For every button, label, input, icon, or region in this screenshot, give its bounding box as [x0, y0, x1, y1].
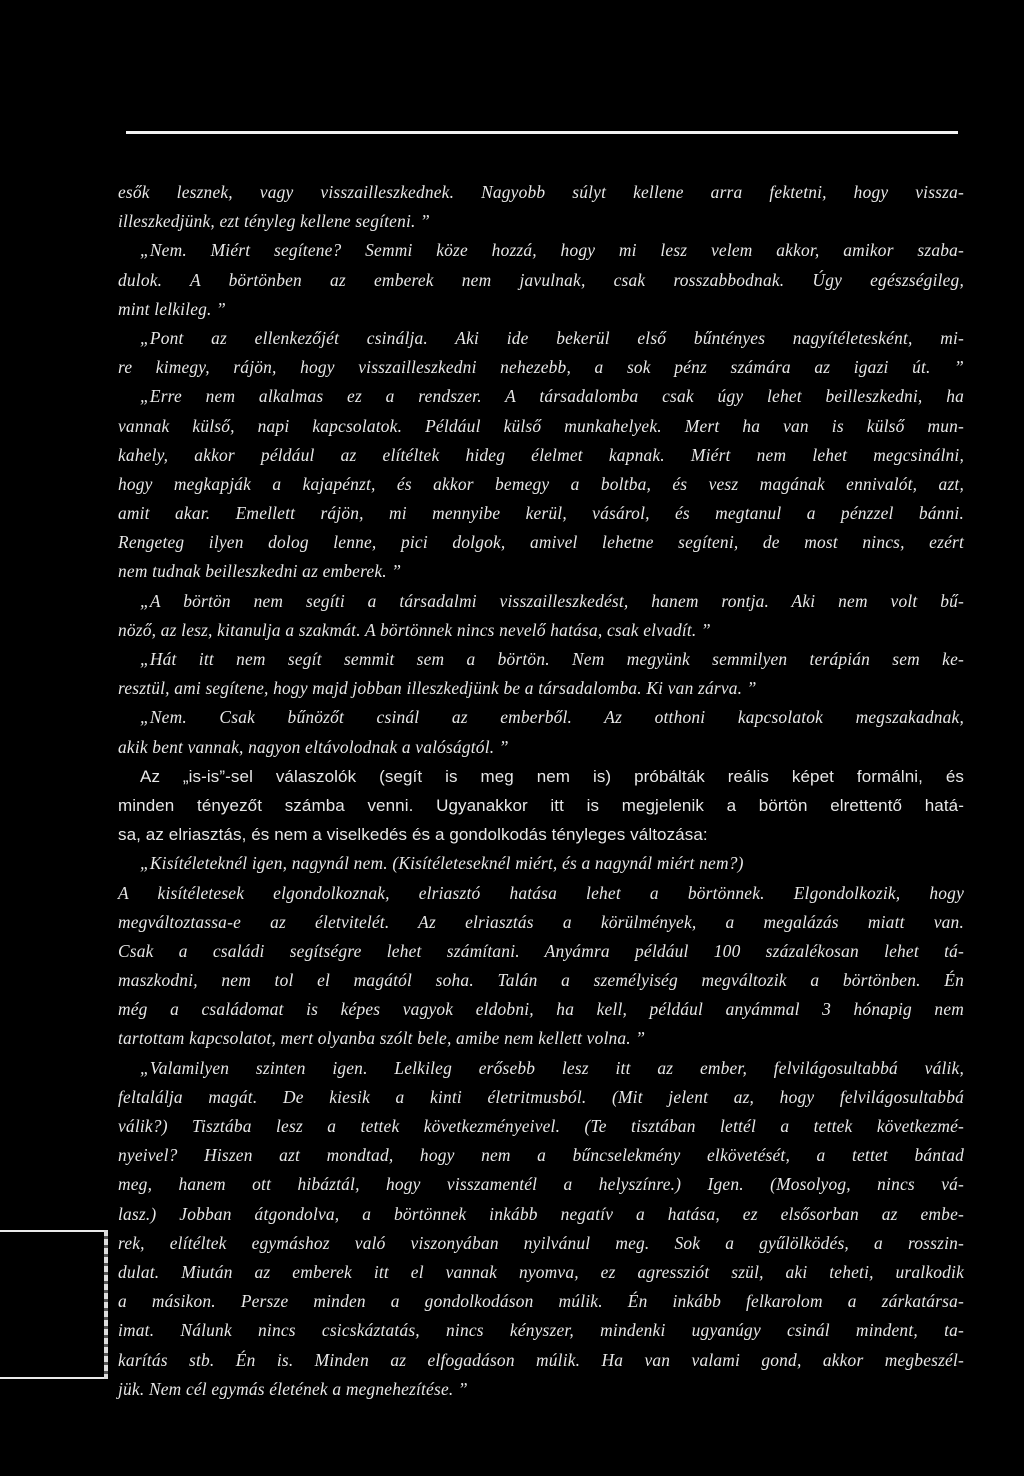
- text-line: Az „is-is”-sel válaszolók (segít is meg nem is) próbálták reális képet formálni, és: [140, 766, 964, 786]
- text-line: nöző, az lesz, kitanulja a szakmát. A börtönnek nincs nevelő hatása, csak elvadít. ”: [118, 619, 711, 640]
- text-line: amit akar. Emellett rájön, mi mennyibe kerül, vásárol, és megtanul a pénzzel bánni.: [118, 503, 964, 524]
- text-line: imat. Nálunk nincs csicskáztatás, nincs kényszer, mindenki ugyanúgy csinál mindent, ta-: [118, 1320, 964, 1341]
- text-line: vannak külső, napi kapcsolatok. Például külső munkahelyek. Mert ha van is külső mun-: [118, 415, 964, 436]
- top-rule: [126, 131, 958, 134]
- text-line: nem tudnak beilleszkedni az emberek. ”: [118, 561, 402, 582]
- text-line: sa, az elriasztás, és nem a viselkedés és a gondolkodás tényleges változása:: [118, 825, 708, 845]
- text-line: maszkodni, nem tol el magától soha. Talán a személyiség megváltozik a börtönben. Én: [118, 970, 964, 991]
- text-line: „A börtön nem segíti a társadalmi visszailleszkedést, hanem rontja. Aki nem volt bű-: [140, 590, 964, 611]
- text-line: akik bent vannak, nagyon eltávolodnak a valóságtól. ”: [118, 736, 509, 757]
- text-line: „Kisítéleteknél igen, nagynál nem. (Kisítéleteseknél miért, és a nagynál miért nem?): [140, 853, 744, 874]
- text-line: válik?) Tisztába lesz a tettek következményeivel. (Te tisztában lettél a tettek következmé-: [118, 1116, 964, 1136]
- text-line: minden tényezőt számba venni. Ugyanakkor itt is megjelenik a börtön elrettentő hatá-: [118, 795, 964, 815]
- text-line: kahely, akkor például az elítéltek hideg élelmet kapnak. Miért nem lehet megcsinálni,: [118, 444, 964, 465]
- text-line: Csak a családi segítségre lehet számítani. Anyámra például 100 százalékosan lehet tá-: [118, 940, 964, 961]
- text-line: „Nem. Csak bűnözőt csinál az emberből. Az otthoni kapcsolatok megszakadnak,: [140, 707, 964, 728]
- text-line: Rengeteg ilyen dolog lenne, pici dolgok, amivel lehetne segíteni, de most nincs, ezért: [118, 532, 964, 553]
- text-line: „Hát itt nem segít semmit sem a börtön. Nem megyünk semmilyen terápián sem ke-: [140, 649, 964, 669]
- text-line: hogy megkapják a kajapénzt, és akkor bemegy a boltba, és vesz magának ennivalót, azt,: [118, 473, 964, 494]
- bracket-bottom-line: [0, 1377, 104, 1379]
- bracket-vertical-bar: [104, 1230, 108, 1379]
- text-line: „Pont az ellenkezőjét csinálja. Aki ide bekerül első bűntényes nagyítéletesként, mi-: [140, 327, 964, 348]
- text-line: karítás stb. Én is. Minden az elfogadáson múlik. Ha van valami gond, akkor megbeszél-: [118, 1349, 964, 1370]
- text-line: A kisítéletesek elgondolkoznak, elriasztó hatása lehet a börtönnek. Elgondolkozik, hogy: [118, 882, 964, 903]
- text-line: tartottam kapcsolatot, mert olyanba szólt bele, amibe nem kellett volna. ”: [118, 1028, 646, 1049]
- text-line: mint lelkileg. ”: [118, 298, 227, 319]
- text-line: meg, hanem ott hibáztál, hogy visszamentél a helyszínre.) Igen. (Mosolyog, nincs vá-: [118, 1174, 964, 1195]
- text-line: még a családomat is képes vagyok eldobni, ha kell, például anyámmal 3 hónapig nem: [118, 999, 964, 1020]
- text-line: „Valamilyen szinten igen. Lelkileg erősebb lesz itt az ember, felvilágosultabbá válik,: [140, 1057, 964, 1078]
- margin-bracket: [0, 1230, 112, 1380]
- text-line: illeszkedjünk, ezt tényleg kellene segíteni. ”: [118, 211, 430, 232]
- text-line: megváltoztassa-e az életvitelét. Az elriasztás a körülmények, a megalázás miatt van.: [118, 911, 964, 932]
- text-line: resztül, ami segítene, hogy majd jobban illeszkedjünk be a társadalomba. Ki van zárva. ”: [118, 678, 757, 699]
- text-line: nyeivel? Hiszen azt mondtad, hogy nem a bűncselekmény elkövetését, a tettet bántad: [118, 1145, 964, 1166]
- text-line: „Nem. Miért segítene? Semmi köze hozzá, hogy mi lesz velem akkor, amikor szaba-: [140, 240, 964, 261]
- text-line: re kimegy, rájön, hogy visszailleszkedni nehezebb, a sok pénz számára az igazi út. ”: [118, 357, 964, 378]
- text-line: „Erre nem alkalmas ez a rendszer. A társadalomba csak úgy lehet beilleszkedni, ha: [140, 386, 964, 407]
- text-line: jük. Nem cél egymás életének a megnehezítése. ”: [118, 1378, 468, 1399]
- bracket-top-line: [0, 1230, 104, 1232]
- text-line: dulat. Miután az emberek itt el vannak nyomva, ez agressziót szül, aki teheti, uralkodik: [118, 1261, 964, 1282]
- body-text: [118, 178, 964, 1404]
- text-line: lasz.) Jobban átgondolva, a börtönnek inkább negatív a hatása, ez elsősorban az embe-: [118, 1203, 964, 1224]
- text-line: rek, elítéltek egymáshoz való viszonyában nyilvánul meg. Sok a gyűlölködés, a rosszin-: [118, 1232, 964, 1253]
- text-line: esők lesznek, vagy visszailleszkednek. Nagyobb súlyt kellene arra fektetni, hogy vissza-: [118, 182, 964, 202]
- text-line: a másikon. Persze minden a gondolkodáson múlik. Én inkább felkarolom a zárkatársa-: [118, 1291, 964, 1312]
- text-line: feltalálja magát. De kiesik a kinti életritmusból. (Mit jelent az, hogy felvilágosultabbá: [118, 1086, 964, 1107]
- text-line: dulok. A börtönben az emberek nem javulnak, csak rosszabbodnak. Úgy egészségileg,: [118, 269, 964, 290]
